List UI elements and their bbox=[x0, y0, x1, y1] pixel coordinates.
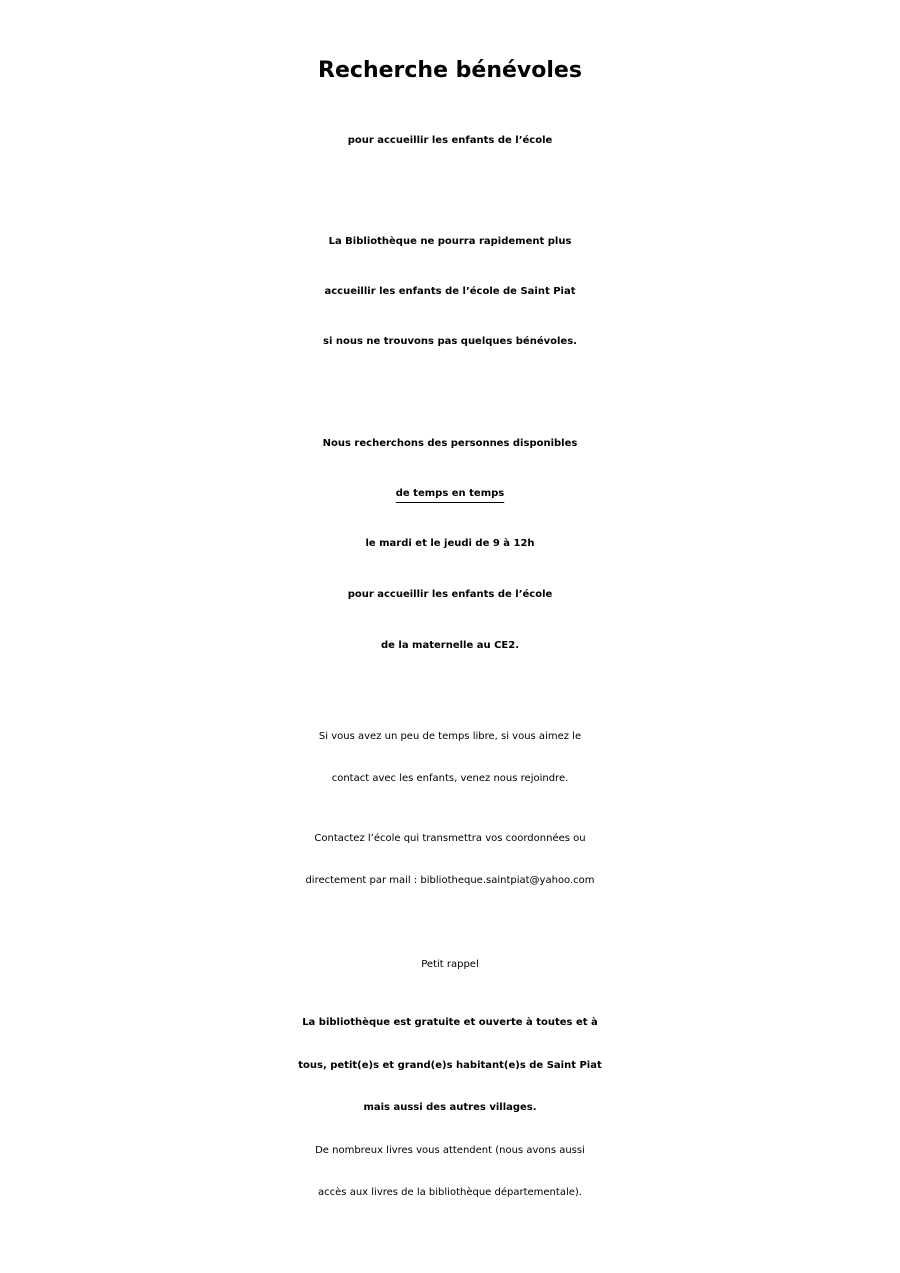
reminder-bold-line-2: tous, petit(e)s et grand(e)s habitant(e)s de Saint Piat bbox=[298, 1060, 602, 1071]
reminder-regular-line-1: De nombreux livres vous attendent (nous avons aussi bbox=[315, 1145, 585, 1156]
request-line-underlined bbox=[0, 489, 900, 499]
page-subtitle: pour accueillir les enfants de l’école bbox=[347, 135, 553, 146]
page-title: Recherche bénévoles bbox=[318, 58, 582, 83]
invitation-line-2: contact avec les enfants, venez nous rejoindre. bbox=[331, 773, 569, 784]
request-line-5: de la maternelle au CE2. bbox=[380, 640, 520, 651]
reminder-regular-line-2: accès aux livres de la bibliothèque départementale). bbox=[318, 1187, 582, 1198]
intro-line-3: si nous ne trouvons pas quelques bénévoles. bbox=[323, 336, 577, 347]
invitation-line-1: Si vous avez un peu de temps libre, si vous aimez le bbox=[318, 731, 582, 742]
request-line-4: pour accueillir les enfants de l’école bbox=[347, 589, 553, 600]
request-line-3: le mardi et le jeudi de 9 à 12h bbox=[365, 538, 535, 549]
reminder-bold-line-1: La bibliothèque est gratuite et ouverte à toutes et à bbox=[302, 1017, 598, 1028]
intro-line-1: La Bibliothèque ne pourra rapidement plus bbox=[328, 236, 572, 247]
contact-line-1: Contactez l’école qui transmettra vos coordonnées ou bbox=[314, 833, 586, 844]
contact-line-2: directement par mail : bibliotheque.saintpiat@yahoo.com bbox=[305, 875, 595, 886]
reminder-bold-line-3: mais aussi des autres villages. bbox=[363, 1102, 537, 1113]
reminder-label: Petit rappel bbox=[421, 959, 479, 970]
request-line-1: Nous recherchons des personnes disponibles bbox=[322, 438, 578, 449]
intro-line-2: accueillir les enfants de l’école de Saint Piat bbox=[324, 286, 576, 297]
request-underlined-text: de temps en temps bbox=[395, 488, 505, 499]
